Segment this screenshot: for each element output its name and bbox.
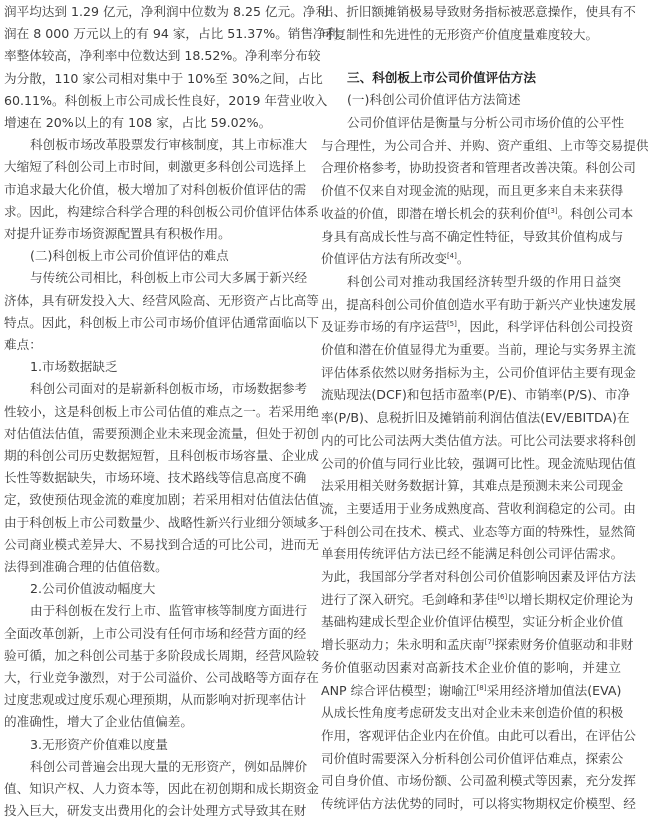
text-line: 润在 8 000 万元以上的有 94 家，占比 51.37%。销售净利 bbox=[4, 26, 339, 42]
text-line: 公司价值评估是衡量与分析公司市场价值的公平性 bbox=[347, 115, 625, 130]
text-line: 定，致使预估现金流的难度加剧；若采用相对估值法估值， bbox=[4, 492, 332, 508]
text-line: 由于科创板上市公司数量少、战略性新兴行业细分领域多、 bbox=[4, 514, 332, 530]
text-line: 值、知识产权、人力资本等，因此在初创期和成长期资金 bbox=[4, 781, 319, 796]
text-segment: ANP 综合评估模型；谢喻江 bbox=[321, 682, 477, 698]
text-line: 由于科创板在发行上市、监管审核等制度方面进行 bbox=[30, 603, 308, 619]
citation-ref[interactable]: [6] bbox=[497, 592, 508, 601]
text-line bbox=[321, 589, 634, 611]
text-line: 内的可比公司法两大类估值方法。可比公司法要求将科创 bbox=[321, 432, 636, 448]
text-line: 对估值法估值，需要预测企业未来现金流量，但处于初创 bbox=[4, 425, 319, 441]
text-line: 2.公司价值波动幅度大 bbox=[30, 581, 156, 597]
text-line: 与传统公司相比，科创板上市公司大多属于新兴经 bbox=[30, 270, 308, 286]
text-segment: 及证券市场的有序运营 bbox=[321, 319, 447, 335]
text-line: 科创板市场改革股票发行审核制度，其上市标准大 bbox=[30, 137, 308, 153]
citation-ref[interactable]: [4] bbox=[446, 252, 457, 261]
text-line bbox=[321, 634, 634, 656]
text-line: 科创公司对推动我国经济转型升级的作用日益突 bbox=[347, 273, 621, 289]
text-line: 3.无形资产价值难以度量 bbox=[30, 736, 168, 752]
citation-ref[interactable]: [8] bbox=[476, 683, 487, 692]
text-line: 对提升证券市场资源配置具有积极作用。 bbox=[4, 226, 231, 241]
text-line: 于科创公司在技术、模式、业态等方面的特殊性，显然简 bbox=[321, 523, 636, 539]
text-line: 投入巨大，研发支出费用化的会计处理方式导致其在财 bbox=[4, 803, 307, 819]
text-line: 流贴现法(DCF)和包括市盈率(P/E)、市销率(P/S)、市净 bbox=[321, 387, 630, 403]
text-line: 法得到准确合理的估值倍数。 bbox=[4, 559, 168, 574]
text-line bbox=[321, 680, 621, 702]
text-segment: 。科创公司本 bbox=[557, 205, 634, 221]
text-line: 大缩短了科创公司上市时间，刺激更多科创公司选择上 bbox=[4, 159, 307, 175]
text-line: 流，主要适用于业务成熟度高、营收利润稳定的公司。由 bbox=[321, 500, 636, 516]
text-segment: ，因此，科学评估科创公司投资 bbox=[456, 319, 634, 335]
text-line: 特点。因此，科创板上市公司市场价值评估通常面临以下 bbox=[4, 314, 319, 330]
section-heading: 三、科创板上市公司价值评估方法 bbox=[347, 70, 536, 85]
text-line: 务价值驱动因素对高新技术企业价值的影响，并建立 bbox=[321, 659, 621, 675]
text-line: 合理价格参考，协助投资者和管理者改善决策。科创公司 bbox=[321, 160, 636, 176]
text-line: 为此，我国部分学者对科创公司价值影响因素及评估方法 bbox=[321, 569, 636, 584]
text-line: 从成长性角度考虑研发支出对企业未来创造价值的积极 bbox=[321, 705, 624, 721]
text-line: 与合理性，为公司合并、并购、资产重组、上市等交易提供 bbox=[321, 137, 648, 153]
text-line: 价值不仅来自对现金流的贴现，而且更多来自未来获得 bbox=[321, 183, 624, 199]
text-line: 出、折旧额摊销极易导致财务指标被恶意操作，使具有不 bbox=[321, 4, 636, 19]
text-line: 全面改革创新，上市公司没有任何市场和经营方面的经 bbox=[4, 625, 307, 641]
text-line: 基础构建成长型企业价值评估模型，实证分析企业价值 bbox=[321, 614, 624, 630]
text-line: 评估体系依然以财务指标为主，公司价值评估主要有现金 bbox=[321, 364, 636, 380]
text-line: 60.11%。科创板上市公司成长性良好，2019 年营业收入 bbox=[4, 92, 328, 108]
text-line: 科创公司面对的是崭新科创板市场，市场数据参考 bbox=[30, 381, 308, 397]
text-line: 传统评估方法优势的同时，可以将实物期权定价模型、经 bbox=[321, 796, 636, 811]
text-line: 司价值时需要深入分析科创公司价值评估难点，探索公 bbox=[321, 750, 624, 766]
text-segment: 价值评估方法有所改变 bbox=[321, 251, 447, 267]
text-segment: 以增长期权定价理论为 bbox=[507, 591, 634, 607]
text-line bbox=[321, 203, 634, 225]
text-line: 为分散，110 家公司相对集中于 10%至 30%之间，占比 bbox=[4, 70, 323, 86]
text-line: 公司商业模式差异大、不易找到合适的可比公司，进而无 bbox=[4, 536, 319, 552]
text-line: 科创公司普遍会出现大量的无形资产，例如品牌价 bbox=[30, 758, 308, 774]
citation-ref[interactable]: [5] bbox=[446, 320, 457, 329]
text-line: 身具有高成长性与高不确定性特征，导致其价值构成与 bbox=[321, 228, 624, 244]
text-line: 法采用相关财务数据计算，其难点是预测未来公司现金 bbox=[321, 478, 624, 494]
text-line: 公司的价值与同行业比较，强调可比性。现金流贴现估值 bbox=[321, 455, 636, 471]
text-segment: 增长驱动力；朱永明和孟庆南 bbox=[321, 637, 485, 653]
text-line: 性较小，这是科创板上市公司估值的难点之一。若采用绝 bbox=[4, 403, 319, 419]
text-line: (二)科创板上市公司价值评估的难点 bbox=[30, 248, 229, 264]
text-line: 率(P/B)、息税折旧及摊销前利润估值法(EV/EBITDA)在 bbox=[321, 410, 630, 426]
text-line: 过度悲观或过度乐观心理预期，从而影响对折现率估计 bbox=[4, 692, 307, 708]
citation-ref[interactable]: [7] bbox=[484, 638, 495, 647]
text-segment: 收益的价值，即潜在增长机会的获利价值 bbox=[321, 205, 548, 221]
text-line: 期的科创公司历史数据短暂，且科创板市场容量、企业成 bbox=[4, 448, 319, 463]
text-line: 长性等数据缺失，市场环境、技术路线等信息高度不确 bbox=[4, 470, 307, 486]
text-line: 司自身价值、市场份额、公司盈利模式等因素，充分发挥 bbox=[321, 773, 636, 789]
text-line: 1.市场数据缺乏 bbox=[30, 359, 118, 375]
text-line: 求。因此，构建综合科学合理的科创板公司价值评估体系 bbox=[4, 203, 319, 219]
text-line: 价值和潜在价值显得尤为重要。当前，理论与实务界主流 bbox=[321, 342, 636, 357]
citation-ref[interactable]: [3] bbox=[547, 206, 558, 215]
text-segment: 采用经济增加值法(EVA) bbox=[486, 682, 622, 698]
text-line: 大，行业竞争激烈，对于公司溢价、公司战略等方面存在 bbox=[4, 670, 319, 685]
text-line: 市追求最大化价值，极大增加了对科创板价值评估的需 bbox=[4, 181, 307, 197]
text-line: 作用，客观评估企业内在价值。由此可以看出，在评估公 bbox=[321, 727, 636, 743]
text-line: 验可循，加之科创公司基于多阶段成长周期，经营风险较 bbox=[4, 647, 319, 663]
text-line: 济体，具有研发投入大、经营风险高、无形资产占比高等 bbox=[4, 292, 319, 308]
text-line: 增速在 20%以上的有 108 家，占比 59.02%。 bbox=[4, 115, 272, 130]
text-segment: 进行了深入研究。毛剑峰和茅佳 bbox=[321, 591, 498, 607]
text-line: 率整体较高，净利率中位数达到 18.52%。净利率分布较 bbox=[4, 48, 321, 64]
text-line bbox=[321, 248, 621, 270]
text-line: 可复制性和先进性的无形资产价值度量难度较大。 bbox=[321, 26, 599, 42]
text-line bbox=[321, 316, 634, 338]
text-line: 润平均达到 1.29 亿元，净利润中位数为 8.25 亿元。净利 bbox=[4, 4, 328, 19]
text-segment: 。 bbox=[456, 251, 470, 267]
text-line: 单套用传统评估方法已经不能满足科创公司评估需求。 bbox=[321, 546, 624, 562]
text-line: 的准确性，增大了企业估值偏差。 bbox=[4, 714, 193, 730]
text-line: 出，提高科创公司价值创造水平有助于新兴产业快速发展 bbox=[321, 296, 636, 312]
text-line: 难点： bbox=[4, 337, 42, 352]
subsection-heading: (一)科创公司价值评估方法简述 bbox=[347, 92, 521, 107]
text-segment: 探索财务价值驱动和非财 bbox=[494, 637, 634, 653]
